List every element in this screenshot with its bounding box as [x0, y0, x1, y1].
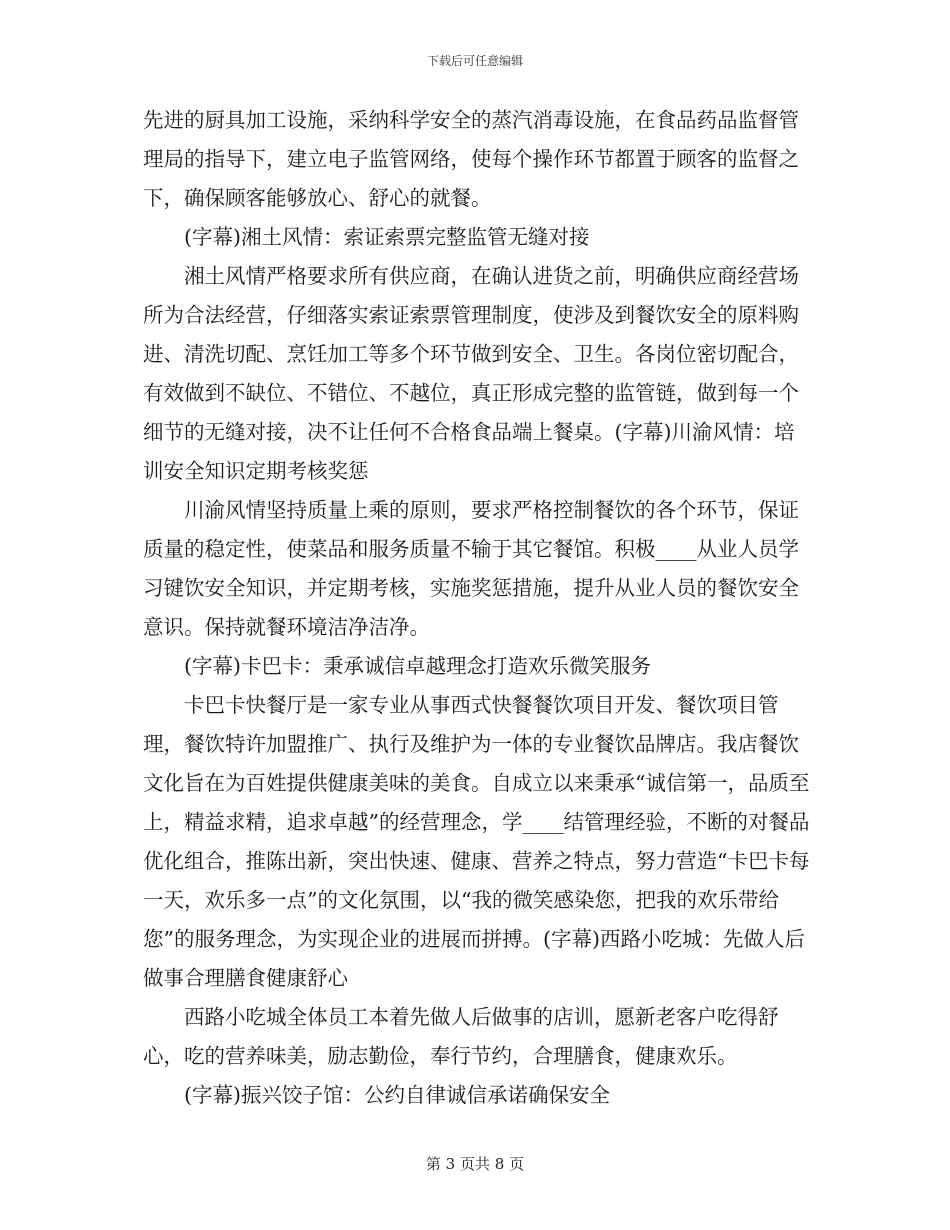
- paragraph-chuanyu: 川渝风情坚持质量上乘的原则，要求严格控制餐饮的各个环节，保证质量的稳定性，使菜品和服务质量不输于其它餐馆。积极____从业人员学习键饮安全知识，并定期考核，实施奖惩措施，提升从业人员的餐饮安全意识。保持就餐环境洁净洁净。: [143, 498, 799, 639]
- document-body: [143, 101, 813, 1115]
- paragraph-continuation: 先进的厨具加工设施，采纳科学安全的蒸汽消毒设施，在食品药品监督管理局的指导下，建立电子监管网络，使每个操作环节都置于顾客的监督之下，确保顾客能够放心、舒心的就餐。: [143, 108, 799, 210]
- page-header: 下载后可任意编辑: [426, 54, 523, 68]
- subtitle-zhenxing: (字幕)振兴饺子馆：公约自律诚信承诺确保安全: [184, 1083, 610, 1107]
- paragraph-xiangtu: 湘土风情严格要求所有供应商，在确认进货之前，明确供应商经营场所为合法经营，仔细落实索证索票管理制度，使涉及到餐饮安全的原料购进、清洗切配、烹饪加工等多个环节做到安全、卫生。各岗位密切配合，有效做到不缺位、不错位、不越位，真正形成完整的监管链，做到每一个细节的无缝对接，决不让任何不合格食品端上餐桌。(字幕)川渝风情：培训安全知识定期考核奖惩: [143, 264, 799, 483]
- paragraph-xilu: 西路小吃城全体员工本着先做人后做事的店训，愿新老客户吃得舒心，吃的营养味美，励志勤俭，奉行节约，合理膳食，健康欢乐。: [143, 1005, 779, 1068]
- paragraph-kabaka: 卡巴卡快餐厅是一家专业从事西式快餐餐饮项目开发、餐饮项目管理，餐饮特许加盟推广、执行及维护为一体的专业餐饮品牌店。我店餐饮文化旨在为百姓提供健康美味的美食。自成立以来秉承“诚信第一，品质至上，精益求精，追求卓越”的经营理念，学____结管理经验，不断的对餐品优化组合，推陈出新，突出快速、健康、营养之特点，努力营造“卡巴卡每一天，欢乐多一点”的文化氛围，以“我的微笑感染您，把我的欢乐带给您”的服务理念，为实现企业的进展而拼搏。(字幕)西路小吃城：先做人后做事合理膳食健康舒心: [143, 693, 810, 990]
- subtitle-kabaka: (字幕)卡巴卡：秉承诚信卓越理念打造欢乐微笑服务: [184, 654, 651, 678]
- page-footer: 第 3 页共 8 页: [425, 1155, 525, 1173]
- subtitle-xiangtu: (字幕)湘土风情：索证索票完整监管无缝对接: [184, 225, 590, 249]
